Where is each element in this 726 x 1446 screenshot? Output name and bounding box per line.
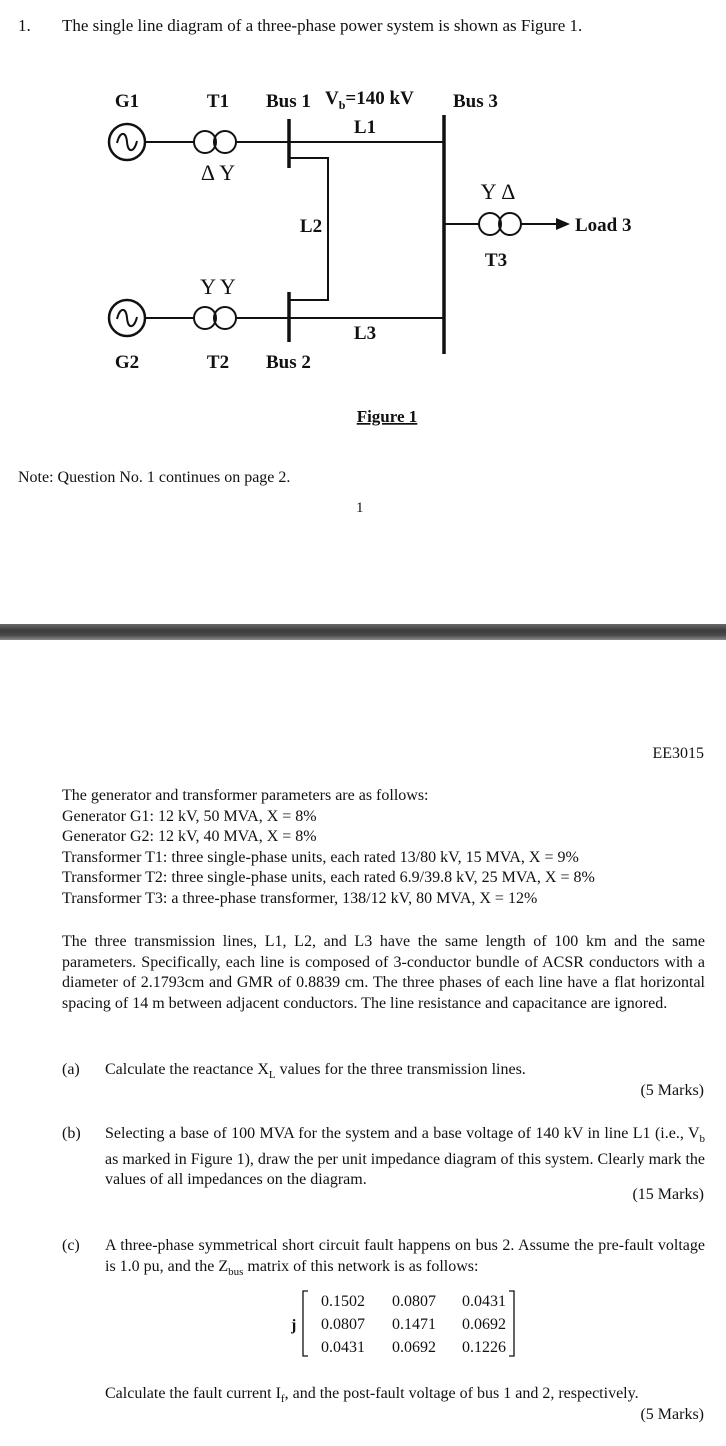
label-t3-connection: Y Δ <box>480 179 516 204</box>
part-c-followup-pre: Calculate the fault current I <box>105 1385 281 1402</box>
matrix-cell: 0.0431 <box>321 1339 365 1356</box>
part-b-text-pre: Selecting a base of 100 MVA for the system and a base voltage of 140 kV in line L1 (i.e., V <box>105 1125 700 1142</box>
part-a-marks: (5 Marks) <box>640 1082 704 1099</box>
question-number: 1. <box>18 16 31 35</box>
part-a-text-post: values for the three transmission lines. <box>275 1061 526 1078</box>
figure-caption: Figure 1 <box>356 407 418 426</box>
load3-arrow-icon <box>556 218 570 230</box>
matrix-cell: 0.0692 <box>462 1316 506 1333</box>
matrix-cell: 0.0692 <box>392 1339 436 1356</box>
part-c-followup-post: , and the post-fault voltage of bus 1 and 2, respectively. <box>284 1385 639 1402</box>
matrix-j-prefix: j <box>291 1317 297 1334</box>
label-vb <box>325 88 414 112</box>
t1-winding-secondary <box>214 131 236 153</box>
label-t1: T1 <box>206 91 230 112</box>
matrix-cell: 0.0807 <box>321 1316 365 1333</box>
part-c-label: (c) <box>62 1237 80 1254</box>
label-t2: T2 <box>206 352 230 373</box>
matrix-right-bracket <box>509 1291 514 1356</box>
t3-winding-secondary <box>499 213 521 235</box>
matrix-cell: 0.1226 <box>462 1339 506 1356</box>
part-a-text <box>105 1060 705 1086</box>
label-t3: T3 <box>484 250 508 271</box>
question-text: The single line diagram of a three-phase power system is shown as Figure 1. <box>62 16 583 35</box>
part-a-text-sub: L <box>268 1069 276 1082</box>
part-b-marks: (15 Marks) <box>632 1186 704 1203</box>
vb-subscript: b <box>338 98 346 112</box>
matrix-cell: 0.0431 <box>462 1293 506 1310</box>
parameters-intro: The generator and transformer parameters are as follows: <box>62 787 429 804</box>
single-line-diagram <box>0 0 726 440</box>
g1-sine-icon <box>117 134 137 150</box>
vb-symbol: V <box>325 88 339 109</box>
t1-winding-primary <box>194 131 216 153</box>
part-c-text-post: matrix of this network is as follows: <box>243 1257 479 1275</box>
part-b-text-sub: b <box>699 1133 705 1146</box>
page-divider <box>0 624 726 640</box>
matrix-cell: 0.1502 <box>321 1293 365 1310</box>
label-bus1: Bus 1 <box>266 91 311 112</box>
matrix-cell: 0.0807 <box>392 1293 436 1310</box>
part-c-text-sub: bus <box>228 1265 244 1278</box>
page-2 <box>0 640 726 1446</box>
t3-winding-primary <box>479 213 501 235</box>
label-g1: G1 <box>114 91 140 112</box>
label-l1: L1 <box>353 117 377 138</box>
parameters-block <box>62 786 595 909</box>
part-c-marks: (5 Marks) <box>640 1406 704 1423</box>
page-number: 1 <box>356 500 364 516</box>
label-t1-connection: Δ Y <box>200 160 236 185</box>
continuation-note: Note: Question No. 1 continues on page 2. <box>18 469 291 486</box>
t2-winding-primary <box>194 307 216 329</box>
param-t1: Transformer T1: three single-phase units, each rated 13/80 kV, 15 MVA, X = 9% <box>62 848 579 866</box>
label-bus3: Bus 3 <box>453 91 498 112</box>
t2-winding-secondary <box>214 307 236 329</box>
label-load3: Load 3 <box>575 215 632 236</box>
page-1 <box>0 0 726 624</box>
part-b-text-post: as marked in Figure 1), draw the per unit impedance diagram of this system. Clearly mark the values of all impedances on the diagram. <box>105 1150 705 1189</box>
part-c-followup <box>105 1384 705 1410</box>
course-code: EE3015 <box>652 745 704 762</box>
label-l3: L3 <box>353 323 377 344</box>
label-bus2: Bus 2 <box>266 352 311 373</box>
vb-value: =140 kV <box>345 88 414 109</box>
part-b-text <box>105 1124 705 1191</box>
part-c-followup-sub: f <box>280 1393 285 1406</box>
part-a-text-pre: Calculate the reactance X <box>105 1061 269 1078</box>
part-c-text <box>105 1236 705 1282</box>
matrix-cell: 0.1471 <box>392 1316 436 1333</box>
param-g2: Generator G2: 12 kV, 40 MVA, X = 8% <box>62 828 317 845</box>
param-g1: Generator G1: 12 kV, 50 MVA, X = 8% <box>62 807 317 825</box>
part-c-text-pre: A three-phase symmetrical short circuit fault happens on bus 2. Assume the pre-fault voltage is 1.0 pu, and the Z <box>105 1237 705 1275</box>
part-a-label: (a) <box>62 1061 80 1078</box>
label-g2: G2 <box>114 352 140 373</box>
matrix-left-bracket <box>303 1291 308 1356</box>
part-b-label: (b) <box>62 1125 81 1142</box>
label-l2: L2 <box>299 216 323 237</box>
label-t2-connection: Y Y <box>200 274 236 299</box>
zbus-matrix <box>291 1288 523 1360</box>
g2-sine-icon <box>117 310 137 326</box>
transmission-lines-paragraph: The three transmission lines, L1, L2, and L3 have the same length of 100 km and the same parameters. Specifically, each line is composed of 3-conductor bundle of ACSR conductors with a diameter of 2.1793cm and GMR of 0.8839 cm. The three phases of each line have a flat horizontal spacing of 14 m between adjacent conductors. The line resistance and capacitance are ignored. <box>62 933 705 1012</box>
param-t3: Transformer T3: a three-phase transformer, 138/12 kV, 80 MVA, X = 12% <box>62 889 538 907</box>
param-t2: Transformer T2: three single-phase units, each rated 6.9/39.8 kV, 25 MVA, X = 8% <box>62 869 595 886</box>
